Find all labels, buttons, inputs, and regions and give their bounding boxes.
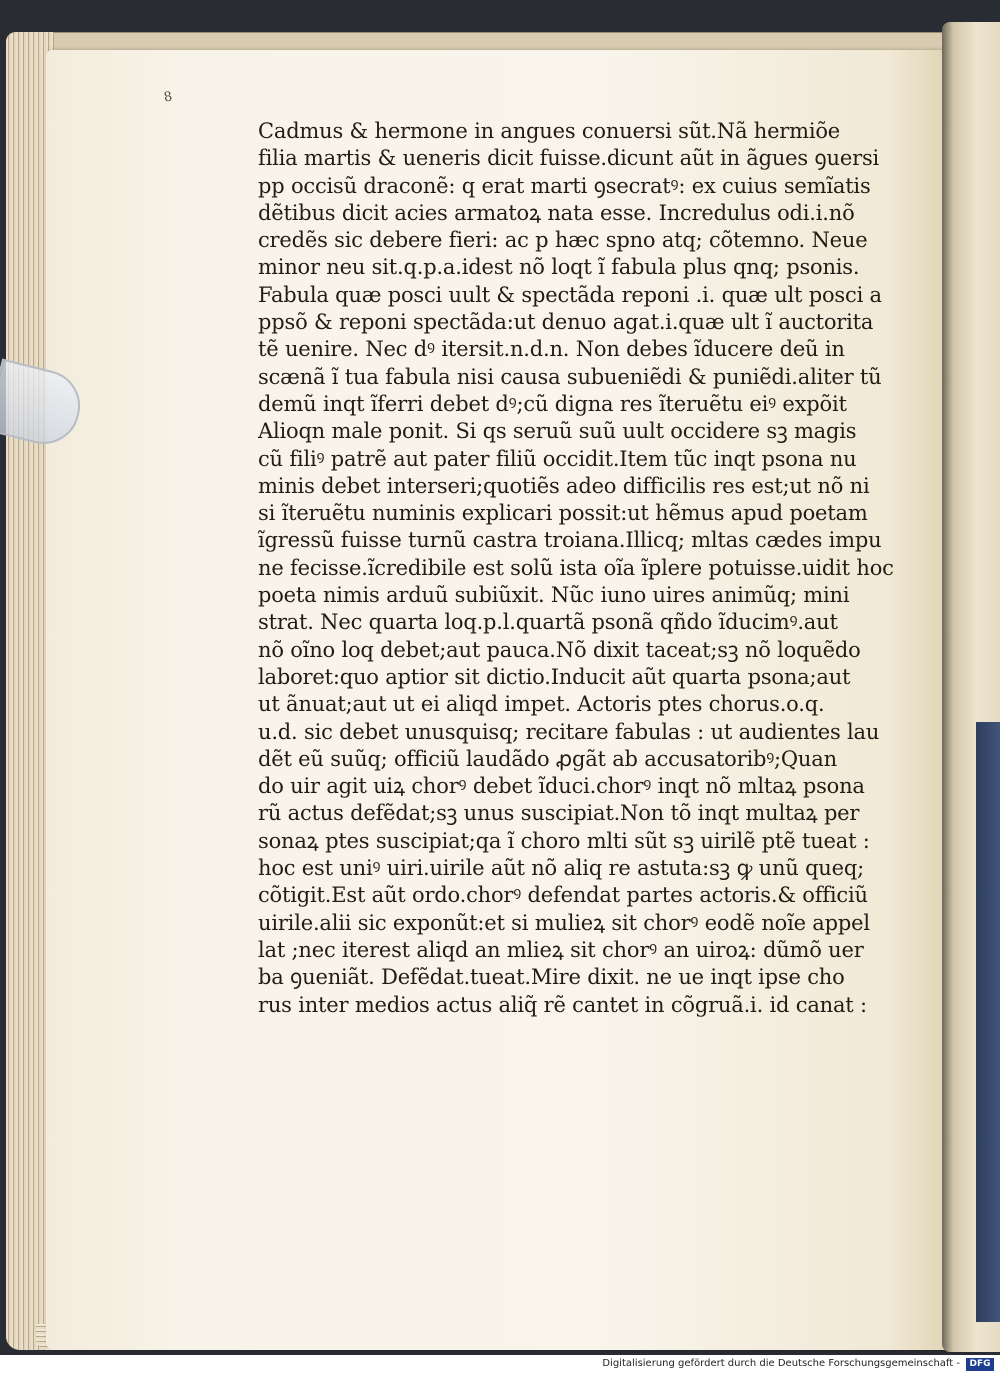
dfg-logo: DFG xyxy=(966,1358,994,1371)
text-line: minor neu sit.q.p.a.idest nõ loqt ĩ fabula plus qnq; psonis. xyxy=(258,255,860,280)
text-line: dẽtibus dicit acies armatoꝝ nata esse. Incredulus odi.i.nõ xyxy=(258,200,855,225)
text-line: cũ filiꝰ patrẽ aut pater filiũ occidit.Item tũc inqt psona nu xyxy=(258,446,857,471)
text-line: tẽ uenire. Nec dꝰ itersit.n.d.n. Non debes ĩducere deũ in xyxy=(258,337,845,362)
text-line: nõ oĩno loq debet;aut pauca.Nõ dixit taceat;sꝫ nõ loquẽdo xyxy=(258,637,861,662)
text-line: demũ inqt ĩferri debet dꝰ;cũ digna res ĩteruẽtu eiꝰ expõit xyxy=(258,391,847,416)
text-line: hoc est uniꝰ uiri.uirile aũt nõ aliq re astuta:sꝫ ꝙ unũ queq; xyxy=(258,856,864,881)
text-line: ut ãnuat;aut ut ei aliqd impet. Actoris ptes chorus.o.q. xyxy=(258,692,825,717)
text-line: lat ;nec iterest aliqd an mlieꝝ sit chorꝰ an uiroꝝ: dũmõ uer xyxy=(258,937,864,962)
text-line: ppsõ & reponi spectãda:ut denuo agat.i.quæ ult ĩ auctorita xyxy=(258,310,874,335)
printed-text-block xyxy=(258,118,894,1019)
text-line: minis debet interseri;quotiẽs adeo difficilis res est;ut nõ ni xyxy=(258,473,870,498)
text-line: ĩgressũ fuisse turnũ castra troiana.Illicq; mltas cædes impu xyxy=(258,528,882,553)
text-line: poeta nimis arduũ subiũxit. Nũc iuno uires animũq; mini xyxy=(258,583,850,608)
folio-mark: 8 xyxy=(162,89,174,106)
text-line: strat. Nec quarta loq.p.l.quartã psonã qñdo ĩducimꝰ.aut xyxy=(258,610,838,635)
text-line: rus inter medios actus aliq̃ rẽ cantet in cõgruã.i. id canat : xyxy=(258,992,867,1017)
text-line: Alioqn male ponit. Si qs seruũ suũ uult occidere sꝫ magis xyxy=(258,419,857,444)
text-line: sonaꝝ ptes suscipiat;qa ĩ choro mlti sũt sꝫ uirilẽ ptẽ tueat : xyxy=(258,828,870,853)
text-line: u.d. sic debet unusquisq; recitare fabulas : ut audientes lau xyxy=(258,719,880,744)
text-line: pp occisũ draconẽ: q erat marti ꝯsecratꝰ: ex cuius semĩatis xyxy=(258,173,871,198)
text-line: cõtigit.Est aũt ordo.chorꝰ defendat partes actoris.& officiũ xyxy=(258,883,868,908)
text-line: laboret:quo aptior sit dictio.Inducit aũt quarta psona;aut xyxy=(258,664,851,689)
text-line: scænã ĩ tua fabula nisi causa subueniẽdi & puniẽdi.aliter tũ xyxy=(258,364,882,389)
footer-bar xyxy=(0,1355,1000,1375)
facing-page-edge xyxy=(942,22,1000,1352)
text-line: credẽs sic debere fieri: ac p hæc spno atq; cõtemno. Neue xyxy=(258,228,868,253)
text-line: do uir agit uiꝝ chorꝰ debet ĩduci.chorꝰ inqt nõ mltaꝝ psona xyxy=(258,774,865,799)
text-line: Fabula quæ posci uult & spectãda reponi .i. quæ ult posci a xyxy=(258,282,882,307)
text-line: ba ꝯueniãt. Defẽdat.tueat.Mire dixit. ne ue inqt ipse cho xyxy=(258,965,845,990)
text-line: ne fecisse.ĩcredibile est solũ ista oĩa ĩplere potuisse.uidit hoc xyxy=(258,555,894,580)
text-line: dẽt eũ suũq; officiũ laudãdo ꝓgãt ab accusatoribꝰ;Quan xyxy=(258,746,837,771)
funding-credit: Digitalisierung gefördert durch die Deutsche Forschungsgemeinschaft - xyxy=(602,1358,960,1369)
text-line: uirile.alii sic exponũt:et si mulieꝝ sit chorꝰ eodẽ noĩe appel xyxy=(258,910,870,935)
text-line: rũ actus defẽdat;sꝫ unus suscipiat.Non tõ inqt multaꝝ per xyxy=(258,801,860,826)
text-line: Cadmus & hermone in angues conuersi sũt.Nã hermiõe xyxy=(258,119,841,143)
blue-cover-strip xyxy=(976,722,1000,1322)
text-line: filia martis & ueneris dicit fuisse.dicunt aũt in ãgues ꝯuersi xyxy=(258,146,880,171)
text-line: si ĩteruẽtu numinis explicari possit:ut hẽmus apud poetam xyxy=(258,501,868,526)
